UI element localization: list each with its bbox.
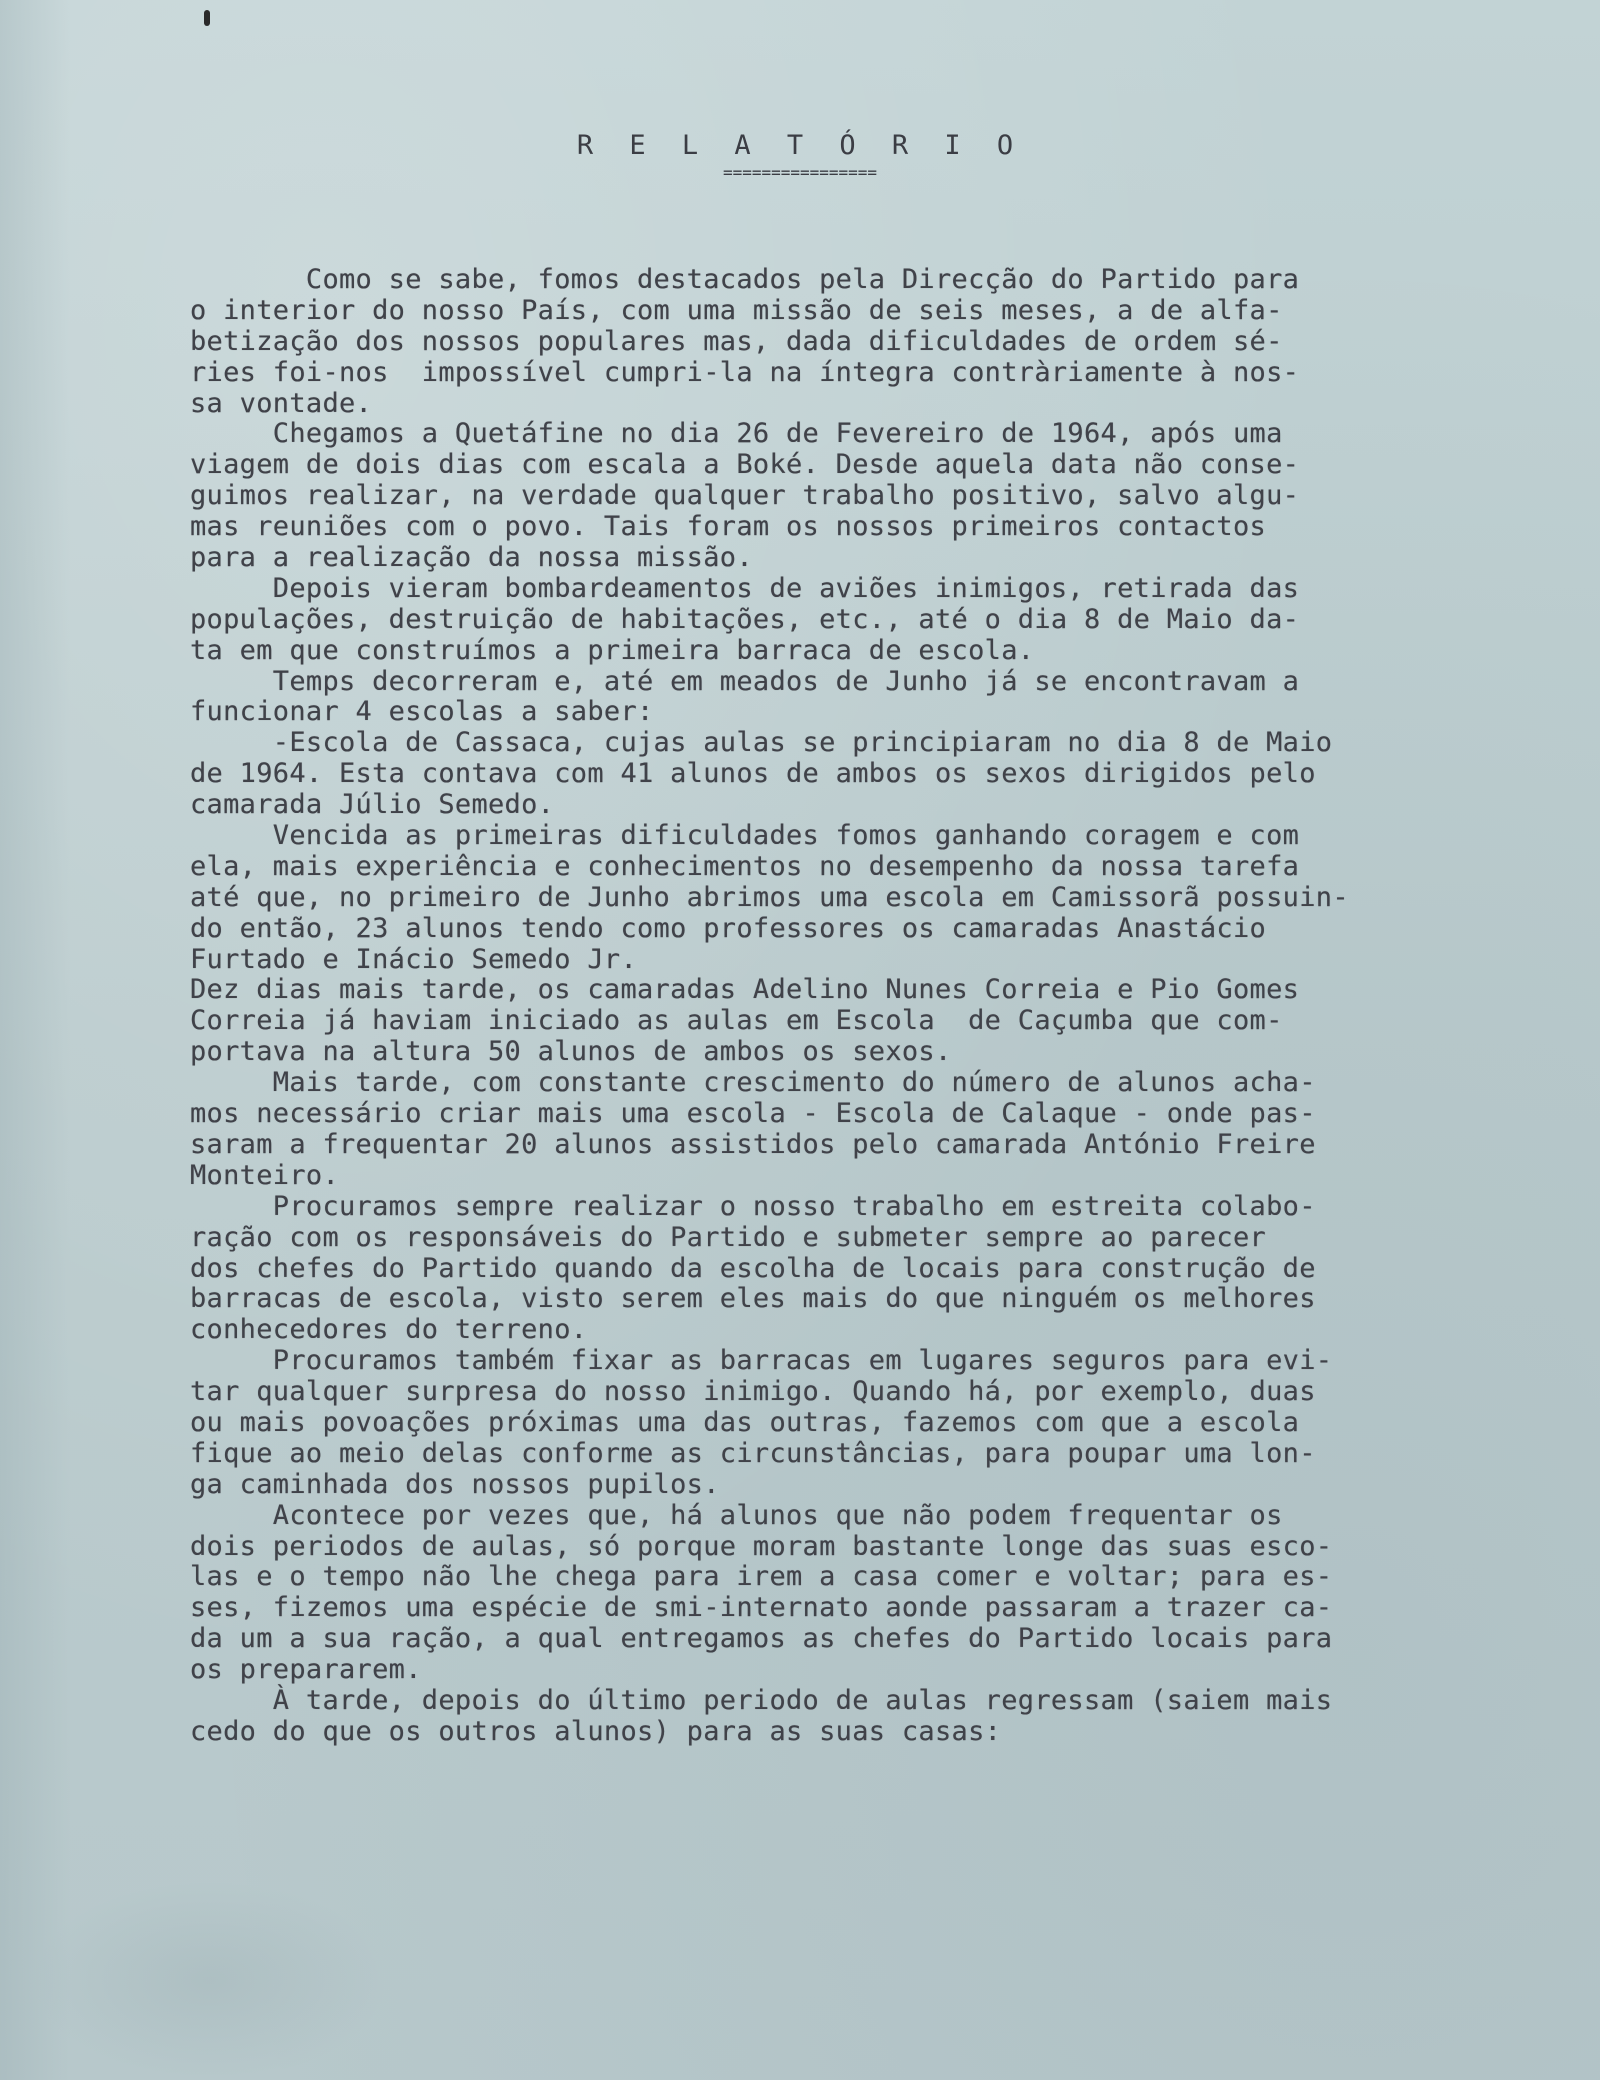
text-line: las e o tempo não lhe chega para irem a casa comer e voltar; para es-	[190, 1561, 1333, 1593]
text-line: -Escola de Cassaca, cujas aulas se principiaram no dia 8 de Maio	[190, 727, 1333, 759]
text-line: Monteiro.	[190, 1159, 339, 1191]
text-line: viagem de dois dias com escala a Boké. Desde aquela data não conse-	[190, 449, 1300, 481]
text-line: Acontece por vezes que, há alunos que não podem frequentar os	[190, 1499, 1283, 1531]
text-line: Depois vieram bombardeamentos de aviões inimigos, retirada das	[190, 572, 1300, 604]
text-line: guimos realizar, na verdade qualquer trabalho positivo, salvo algu-	[190, 480, 1300, 512]
text-line: dois periodos de aulas, só porque moram bastante longe das suas esco-	[190, 1530, 1333, 1562]
text-line: para a realização da nossa missão.	[190, 542, 753, 574]
text-line: À tarde, depois do último periodo de aulas regressam (saiem mais	[190, 1684, 1333, 1716]
paper-stain	[30, 1880, 390, 2080]
text-line: ga caminhada dos nossos pupilos.	[190, 1468, 720, 1500]
document-body	[190, 265, 1580, 1748]
text-line: cedo do que os outros alunos) para as suas casas:	[190, 1715, 1002, 1747]
text-line: camarada Júlio Semedo.	[190, 789, 555, 821]
text-line: portava na altura 50 alunos de ambos os sexos.	[190, 1036, 952, 1068]
text-line: fique ao meio delas conforme as circunstâncias, para poupar uma lon-	[190, 1437, 1316, 1469]
punch-mark	[204, 10, 210, 26]
text-line: dos chefes do Partido quando da escolha de locais para construção de	[190, 1252, 1316, 1284]
title-underline: ================	[722, 163, 878, 182]
text-line: tar qualquer surpresa do nosso inimigo. Quando há, por exemplo, duas	[190, 1376, 1316, 1408]
text-line: os prepararem.	[190, 1654, 422, 1686]
text-line: de 1964. Esta contava com 41 alunos de ambos os sexos dirigidos pelo	[190, 758, 1316, 790]
text-line: ses, fizemos uma espécie de smi-internato aonde passaram a trazer ca-	[190, 1592, 1333, 1624]
text-line: saram a frequentar 20 alunos assistidos pelo camarada António Freire	[190, 1128, 1316, 1160]
text-line: o interior do nosso País, com uma missão de seis meses, a de alfa-	[190, 294, 1283, 326]
text-line: até que, no primeiro de Junho abrimos uma escola em Camissorã possuin-	[190, 881, 1349, 913]
text-line: Mais tarde, com constante crescimento do número de alunos acha-	[190, 1067, 1316, 1099]
text-line: Furtado e Inácio Semedo Jr.	[190, 943, 637, 975]
text-line: barracas de escola, visto serem eles mais do que ninguém os melhores	[190, 1283, 1316, 1315]
text-line: funcionar 4 escolas a saber:	[190, 696, 654, 728]
text-line: Chegamos a Quetáfine no dia 26 de Fevereiro de 1964, após uma	[190, 418, 1283, 450]
text-line: betização dos nossos populares mas, dada dificuldades de ordem sé-	[190, 325, 1283, 357]
text-line: mos necessário criar mais uma escola - Escola de Calaque - onde pas-	[190, 1098, 1316, 1130]
text-line: Procuramos também fixar as barracas em lugares seguros para evi-	[190, 1345, 1333, 1377]
text-line: ries foi-nos impossível cumpri-la na íntegra contràriamente à nos-	[190, 356, 1300, 388]
text-line: Procuramos sempre realizar o nosso trabalho em estreita colabo-	[190, 1190, 1316, 1222]
document-title: R E L A T Ó R I O	[576, 130, 1024, 161]
text-line: populações, destruição de habitações, etc., até o dia 8 de Maio da-	[190, 603, 1300, 635]
text-line: ela, mais experiência e conhecimentos no desempenho da nossa tarefa	[190, 850, 1300, 882]
text-line: Como se sabe, fomos destacados pela Direcção do Partido para	[190, 264, 1300, 295]
text-line: ta em que construímos a primeira barraca de escola.	[190, 634, 1035, 666]
text-line: Correia já haviam iniciado as aulas em Escola de Caçumba que com-	[190, 1005, 1283, 1037]
text-line: ração com os responsáveis do Partido e submeter sempre ao parecer	[190, 1221, 1267, 1253]
text-line: Dez dias mais tarde, os camaradas Adelino Nunes Correia e Pio Gomes	[190, 974, 1300, 1006]
paper-fold-shadow	[0, 0, 70, 2080]
text-line: sa vontade.	[190, 387, 373, 419]
text-line: Temps decorreram e, até em meados de Junho já se encontravam a	[190, 665, 1300, 697]
text-line: conhecedores do terreno.	[190, 1314, 588, 1346]
text-line: do então, 23 alunos tendo como professores os camaradas Anastácio	[190, 912, 1267, 944]
text-line: da um a sua ração, a qual entregamos as chefes do Partido locais para	[190, 1623, 1333, 1655]
text-line: Vencida as primeiras dificuldades fomos ganhando coragem e com	[190, 820, 1300, 852]
text-line: mas reuniões com o povo. Tais foram os nossos primeiros contactos	[190, 511, 1267, 543]
text-line: ou mais povoações próximas uma das outras, fazemos com que a escola	[190, 1406, 1300, 1438]
